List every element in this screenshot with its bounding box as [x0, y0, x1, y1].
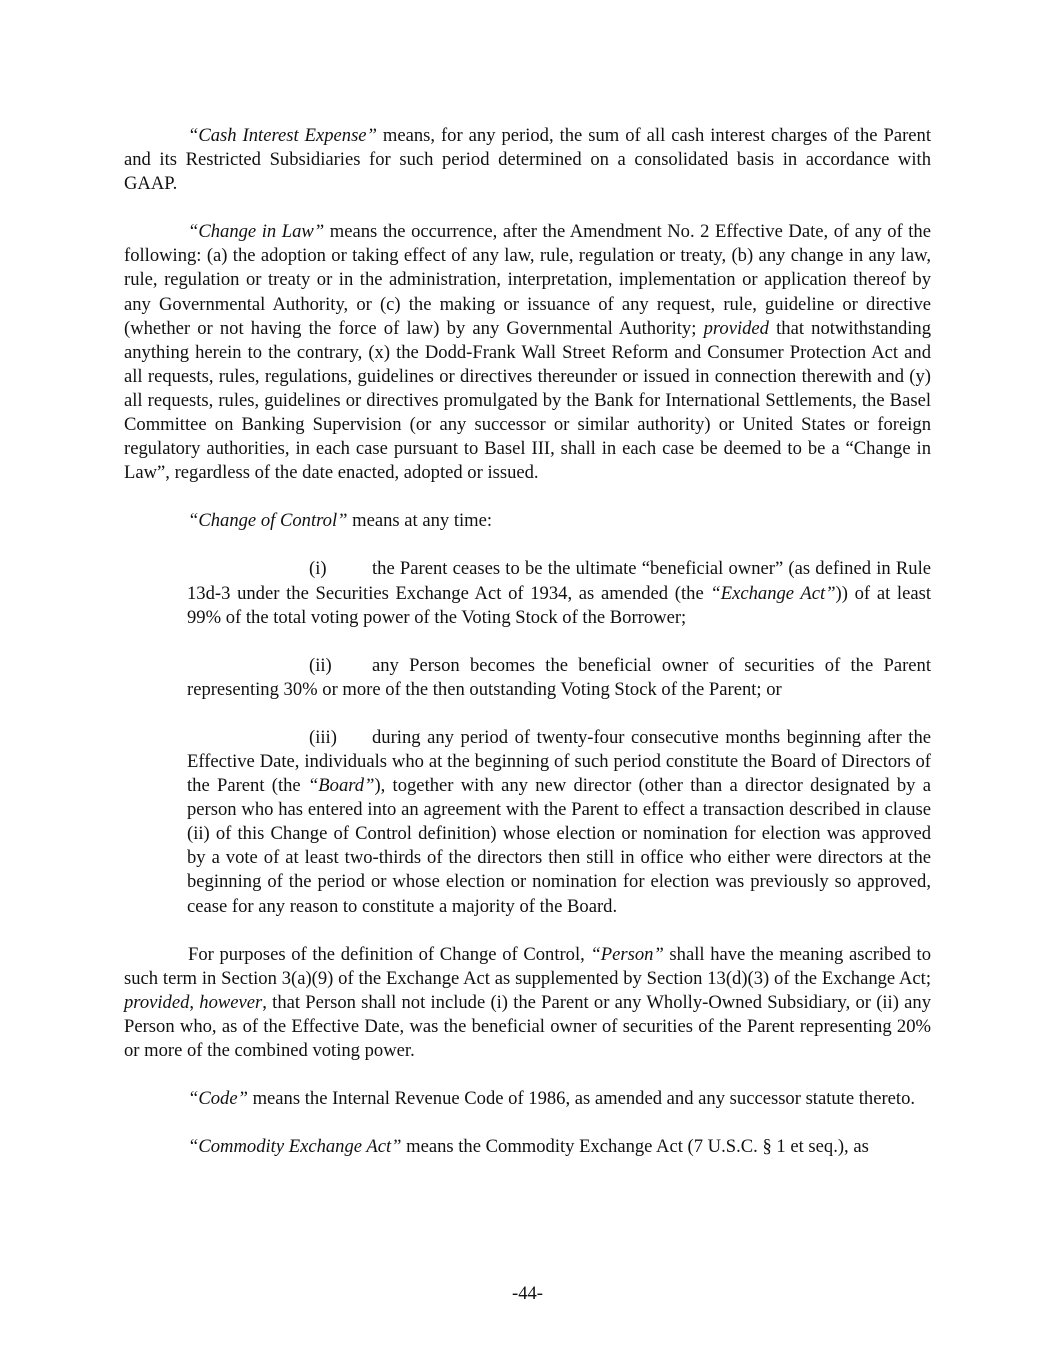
defined-term: “Cash Interest Expense” [188, 125, 377, 146]
clause-iii [187, 726, 931, 919]
clause-i [187, 557, 931, 629]
however-italic: however [199, 991, 263, 1013]
clause-text: the Parent ceases to be the ultimate “beneficial owner” (as defined in Rule 13d-3 under the Securities Exchange Act of 1934, as amended (the [187, 558, 931, 604]
definition-change-of-control [124, 509, 931, 533]
defined-term: “Exchange Act” [710, 582, 836, 604]
person-definition-paragraph [124, 943, 931, 1063]
defined-term: “Person” [590, 943, 664, 965]
definition-text: means the Commodity Exchange Act (7 U.S.C. § 1 et seq.), as [401, 1136, 869, 1158]
page-number: -44- [512, 1283, 543, 1304]
paragraph-text: , that Person shall not include (i) the Parent or any Wholly-Owned Subsidiary, or (ii) any Person who, as of the Effective Date, was the beneficial owner of securities of the Parent representing 20% or more of the combined voting power. [124, 991, 931, 1061]
paragraph-text: shall have the meaning ascribed to such term in Section 3(a)(9) of the Exchange Act as supplemented by Section 13(d)(3) of the Exchange Act; [124, 943, 931, 989]
definition-code [124, 1087, 931, 1111]
clause-number: (i) [309, 558, 327, 580]
defined-term: “Code” [188, 1088, 248, 1110]
definition-commodity-exchange-act [124, 1135, 931, 1159]
clause-text: )) of at least 99% of the total voting power of the Voting Stock of the Borrower; [187, 582, 932, 628]
clause-text: ), together with any new director (other than a director designated by a person who has entered into an agreement with the Parent to effect a transaction described in clause (ii) of this Change of Control definition) whose election or nomination for election was approved by a vote of at least two-thirds of the directors then still in office who either were directors at the beginning of the period or whose election or nomination for election was previously so approved, cease for any reason to constitute a majority of the Board. [187, 775, 931, 917]
definition-text: means, for any period, the sum of all cash interest charges of the Parent and its Restricted Subsidiaries for such period determined on a consolidated basis in accordance with GAAP. [124, 125, 931, 195]
clause-number: (ii) [309, 654, 332, 676]
defined-term: “Board” [307, 775, 375, 797]
definition-change-in-law [124, 220, 931, 485]
definition-text: means the Internal Revenue Code of 1986, as amended and any successor statute thereto. [247, 1088, 916, 1110]
document-page [124, 124, 931, 1183]
definition-text: means at any time: [347, 510, 493, 532]
paragraph-text: , [189, 991, 200, 1013]
definition-text: that notwithstanding anything herein to the contrary, (x) the Dodd-Frank Wall Street Reform and Consumer Protection Act and all requests, rules, regulations, guidelines or directives thereunder or issued in connection therewith and (y) all requests, rules, guidelines or directives promulgated by the Bank for International Settlements, the Basel Committee on Banking Supervision (or any successor or similar authority) or United States or foreign regulatory authorities, in each case pursuant to Basel III, shall in each case be deemed to be a “Change in Law”, regardless of the date enacted, adopted or issued. [124, 317, 931, 484]
provided-italic: provided [124, 991, 190, 1013]
definition-text: means the occurrence, after the Amendment No. 2 Effective Date, of any of the following: (a) the adoption or taking effect of any law, rule, regulation or treaty, (b) any change in any law, rule, regulation or treaty or in the administration, interpretation, implementation or application thereof by any Governmental Authority, or (c) the making or issuance of any request, rule, guideline or directive (whether or not having the force of law) by any Governmental Authority; [124, 221, 931, 339]
definition-cash-interest-expense [124, 124, 931, 196]
clause-number: (iii) [309, 726, 337, 748]
defined-term: “Change in Law” [188, 221, 325, 243]
defined-term: “Commodity Exchange Act” [188, 1136, 402, 1158]
provided-italic: provided [703, 317, 769, 339]
paragraph-text: For purposes of the definition of Change of Control, [188, 943, 591, 965]
defined-term: “Change of Control” [188, 510, 348, 532]
clause-ii [187, 654, 931, 702]
clause-text: any Person becomes the beneficial owner of securities of the Parent representing 30% or more of the then outstanding Voting Stock of the Parent; or [187, 654, 931, 700]
clause-text: during any period of twenty-four consecutive months beginning after the Effective Date, individuals who at the beginning of such period constitute the Board of Directors of the Parent (the [187, 726, 931, 797]
